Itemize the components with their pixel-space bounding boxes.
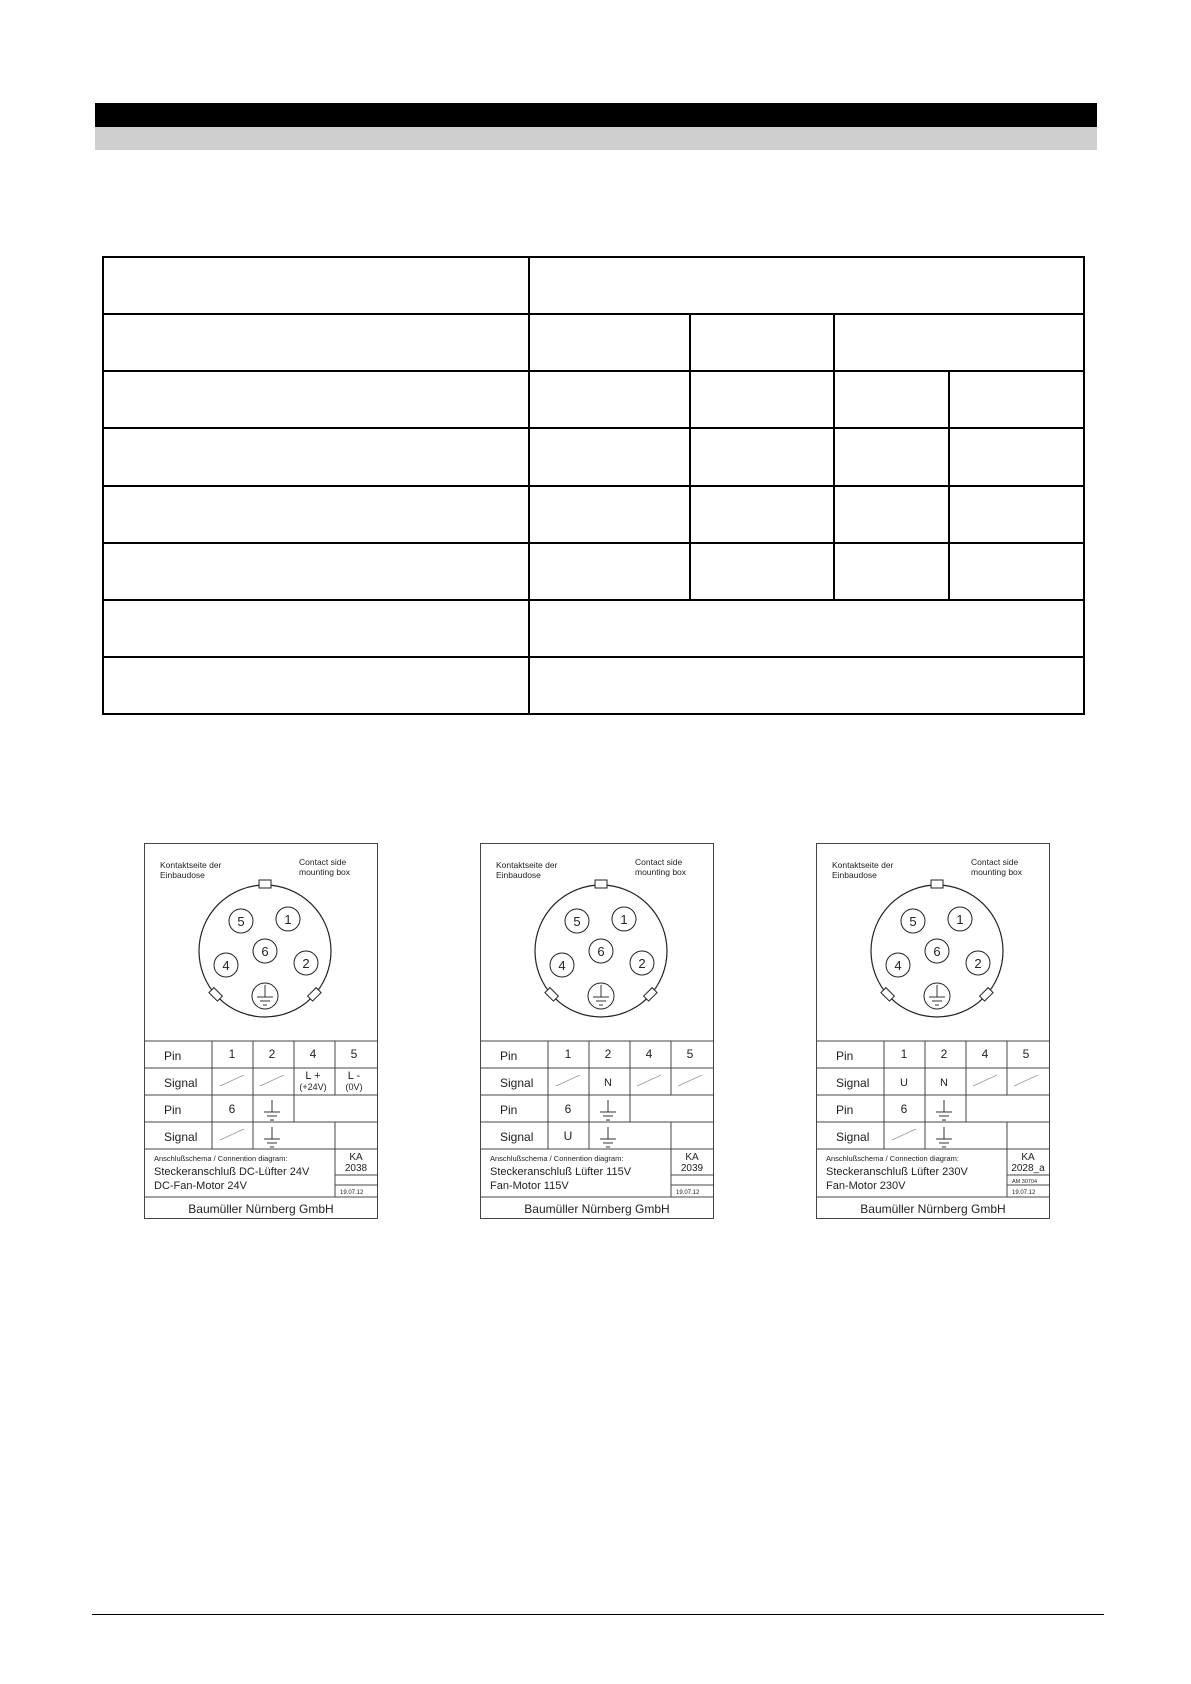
table-row	[103, 657, 1084, 714]
table-row	[103, 600, 1084, 657]
table-cell	[103, 600, 529, 657]
table-cell	[834, 314, 1084, 371]
pin-number: 2	[604, 1047, 612, 1061]
signal-label: Signal	[164, 1130, 198, 1144]
table-cell	[529, 486, 690, 543]
diagram-date: 19.07.12	[676, 1190, 700, 1196]
contact-side-de: Kontaktseite der	[496, 860, 558, 870]
diagram-date: 19.07.12	[1012, 1190, 1036, 1196]
table-cell	[529, 371, 690, 428]
pin-1-circle-label: 1	[956, 912, 964, 927]
signal-value-sub: (+24V)	[299, 1082, 327, 1092]
pin-number: 4	[981, 1047, 989, 1061]
ka-label: KA	[1021, 1152, 1035, 1163]
key-notch	[259, 880, 271, 888]
contact-side-en-2: mounting box	[299, 867, 351, 877]
table-cell	[103, 543, 529, 600]
ka-number: 2038	[344, 1163, 368, 1174]
signal-label: Signal	[836, 1076, 870, 1090]
diagram-title-de: Steckeranschluß Lüfter 230V	[826, 1166, 968, 1178]
pin-5-circle-label: 5	[237, 914, 245, 929]
signal-value-sub: (0V)	[345, 1082, 363, 1092]
pin-5-circle-label: 5	[909, 914, 917, 929]
signal-label: Signal	[500, 1130, 534, 1144]
signal-value: U	[900, 1077, 908, 1089]
connector-diagram	[144, 843, 378, 1219]
pin-1-circle-label: 1	[620, 912, 628, 927]
table-cell	[690, 543, 834, 600]
signal-value: L -	[347, 1070, 361, 1082]
signal-label: Signal	[836, 1130, 870, 1144]
pin-1-circle-label: 1	[284, 912, 292, 927]
pin-number: 6	[564, 1102, 572, 1116]
table-cell	[690, 428, 834, 485]
schema-label: Anschlußschema / Connention diagram:	[490, 1154, 624, 1163]
pin-number: 2	[940, 1047, 948, 1061]
pin-number: 5	[686, 1047, 694, 1061]
schema-label: Anschlußschema / Connention diagram:	[154, 1154, 288, 1163]
table-cell	[834, 371, 949, 428]
header-bar	[95, 103, 1097, 127]
connector-diagram	[480, 843, 714, 1219]
diagram-date: 19.07.12	[340, 1190, 364, 1196]
pin-2-circle-label: 2	[638, 956, 646, 971]
signal-value: N	[604, 1077, 612, 1089]
footer-rule	[92, 1614, 1104, 1615]
table-cell	[949, 486, 1084, 543]
pin-4-circle-label: 4	[894, 958, 902, 973]
spec-table	[102, 256, 1085, 715]
pin-number: 6	[228, 1102, 236, 1116]
table-cell	[103, 657, 529, 714]
pin-label: Pin	[836, 1103, 854, 1117]
table-cell	[529, 257, 1084, 314]
table-cell	[529, 428, 690, 485]
table-row	[103, 257, 1084, 314]
key-notch	[931, 880, 943, 888]
pin-6-circle-label: 6	[933, 944, 941, 959]
contact-side-de-2: Einbaudose	[160, 870, 205, 880]
header-subbar	[95, 127, 1097, 150]
company-name: Baumüller Nürnberg GmbH	[524, 1202, 670, 1216]
diagram-title-de: Steckeranschluß DC-Lüfter 24V	[154, 1166, 310, 1178]
signal-value: L +	[305, 1070, 321, 1082]
pin-number: 1	[564, 1047, 572, 1061]
pin-number: 6	[900, 1102, 908, 1116]
table-cell	[690, 371, 834, 428]
diagram-title-en: Fan-Motor 115V	[490, 1180, 569, 1192]
pin-label: Pin	[164, 1103, 182, 1117]
pin-number: 4	[645, 1047, 653, 1061]
am-number: AM 30704	[1012, 1179, 1038, 1185]
diagram-title-de: Steckeranschluß Lüfter 115V	[490, 1166, 632, 1178]
pin-6-circle-label: 6	[597, 944, 605, 959]
table-cell	[529, 657, 1084, 714]
pin-4-circle-label: 4	[222, 958, 230, 973]
pin-number: 5	[350, 1047, 358, 1061]
signal-value: N	[940, 1077, 948, 1089]
pin-4-circle-label: 4	[558, 958, 566, 973]
diagram-title-en: Fan-Motor 230V	[826, 1180, 906, 1192]
pin-label: Pin	[836, 1049, 854, 1063]
table-row	[103, 543, 1084, 600]
ka-label: KA	[685, 1152, 699, 1163]
schema-label: Anschlußschema / Connection diagram:	[826, 1154, 959, 1163]
table-cell	[103, 314, 529, 371]
pin-5-circle-label: 5	[573, 914, 581, 929]
table-cell	[949, 428, 1084, 485]
table-cell	[103, 486, 529, 543]
company-name: Baumüller Nürnberg GmbH	[860, 1202, 1006, 1216]
contact-side-de-2: Einbaudose	[496, 870, 541, 880]
table-cell	[690, 314, 834, 371]
table-cell	[834, 428, 949, 485]
connector-diagram	[816, 843, 1050, 1219]
table-row	[103, 486, 1084, 543]
table-cell	[834, 543, 949, 600]
table-cell	[103, 371, 529, 428]
table-cell	[529, 543, 690, 600]
contact-side-en-2: mounting box	[971, 867, 1023, 877]
pin-label: Pin	[500, 1049, 518, 1063]
pin-number: 1	[900, 1047, 908, 1061]
ka-label: KA	[349, 1152, 363, 1163]
pin-number: 1	[228, 1047, 236, 1061]
pin-2-circle-label: 2	[302, 956, 310, 971]
diagram-title-en: DC-Fan-Motor 24V	[154, 1180, 247, 1192]
table-row	[103, 428, 1084, 485]
table-cell	[949, 371, 1084, 428]
company-name: Baumüller Nürnberg GmbH	[188, 1202, 334, 1216]
table-cell	[690, 486, 834, 543]
table-row	[103, 314, 1084, 371]
table-row	[103, 371, 1084, 428]
pin-number: 4	[309, 1047, 317, 1061]
pin-2-circle-label: 2	[974, 956, 982, 971]
signal-label: Signal	[500, 1076, 534, 1090]
pin-6-circle-label: 6	[261, 944, 269, 959]
contact-side-de: Kontaktseite der	[160, 860, 222, 870]
table-cell	[949, 543, 1084, 600]
table-cell	[103, 257, 529, 314]
table-cell	[103, 428, 529, 485]
contact-side-en: Contact side	[299, 857, 347, 867]
contact-side-en-2: mounting box	[635, 867, 687, 877]
pin-label: Pin	[164, 1049, 182, 1063]
ka-number: 2039	[680, 1163, 704, 1174]
contact-side-de: Kontaktseite der	[832, 860, 894, 870]
signal-value: U	[563, 1129, 573, 1143]
table-cell	[529, 600, 1084, 657]
key-notch	[595, 880, 607, 888]
table-cell	[834, 486, 949, 543]
signal-label: Signal	[164, 1076, 198, 1090]
contact-side-de-2: Einbaudose	[832, 870, 877, 880]
pin-number: 5	[1022, 1047, 1030, 1061]
table-cell	[529, 314, 690, 371]
pin-number: 2	[268, 1047, 276, 1061]
ka-number: 2028_a	[1011, 1163, 1045, 1174]
contact-side-en: Contact side	[635, 857, 683, 867]
pin-label: Pin	[500, 1103, 518, 1117]
contact-side-en: Contact side	[971, 857, 1019, 867]
